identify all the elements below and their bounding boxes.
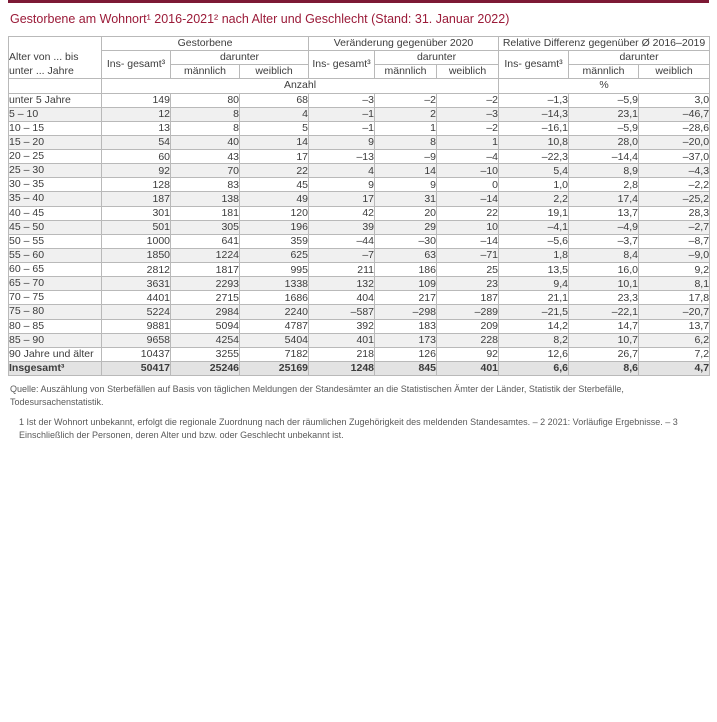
cell-female: 5404 [240, 333, 309, 347]
cell-total: 9881 [102, 319, 171, 333]
cell-change-total: –3 [309, 93, 375, 107]
cell-rel-female: 17,8 [639, 291, 710, 305]
cell-rel-male: 10,7 [569, 333, 639, 347]
cell-rel-total: 10,8 [499, 135, 569, 149]
cell-male: 40 [171, 135, 240, 149]
cell-rel-male: 23,3 [569, 291, 639, 305]
cell-rel-male: 26,7 [569, 347, 639, 361]
cell-change-total: 42 [309, 206, 375, 220]
cell-change-female: 22 [437, 206, 499, 220]
cell-change-total: 4 [309, 164, 375, 178]
table-row [9, 234, 710, 248]
footnotes [10, 383, 707, 442]
cell-change-male: 1 [375, 121, 437, 135]
header-group-veraenderung: Veränderung gegenüber 2020 [309, 37, 499, 51]
table-row [9, 305, 710, 319]
cell-change-female: 209 [437, 319, 499, 333]
cell-change-total: 218 [309, 347, 375, 361]
cell-male: 1224 [171, 248, 240, 262]
cell-rel-total: 2,2 [499, 192, 569, 206]
cell-total: 50417 [102, 361, 171, 375]
cell-change-total: 17 [309, 192, 375, 206]
table-row [9, 291, 710, 305]
cell-total: 501 [102, 220, 171, 234]
cell-change-total: –44 [309, 234, 375, 248]
cell-change-male: –9 [375, 150, 437, 164]
cell-male: 8 [171, 107, 240, 121]
cell-change-total: –1 [309, 121, 375, 135]
header-relativ-maennlich: männlich [569, 65, 639, 79]
cell-female: 4787 [240, 319, 309, 333]
cell-female: 49 [240, 192, 309, 206]
cell-change-male: –2 [375, 93, 437, 107]
cell-female: 1338 [240, 277, 309, 291]
cell-rel-total: 9,4 [499, 277, 569, 291]
header-veraenderung-maennlich: männlich [375, 65, 437, 79]
cell-change-female: –2 [437, 121, 499, 135]
table-row [9, 347, 710, 361]
cell-rel-total: 1,8 [499, 248, 569, 262]
cell-rel-total: –5,6 [499, 234, 569, 248]
row-label: 5 – 10 [9, 107, 102, 121]
header-row-units [9, 79, 710, 93]
cell-rel-female: –2,2 [639, 178, 710, 192]
row-label: 65 – 70 [9, 277, 102, 291]
cell-male: 8 [171, 121, 240, 135]
cell-total: 301 [102, 206, 171, 220]
header-gestorbene-weiblich: weiblich [240, 65, 309, 79]
cell-change-female: 23 [437, 277, 499, 291]
cell-rel-female: –46,7 [639, 107, 710, 121]
table-row [9, 206, 710, 220]
cell-change-female: –3 [437, 107, 499, 121]
cell-change-total: –7 [309, 248, 375, 262]
cell-total: 54 [102, 135, 171, 149]
table-row [9, 178, 710, 192]
cell-rel-total: 8,2 [499, 333, 569, 347]
cell-rel-male: –3,7 [569, 234, 639, 248]
cell-rel-male: –5,9 [569, 93, 639, 107]
cell-change-total: –13 [309, 150, 375, 164]
cell-rel-male: –5,9 [569, 121, 639, 135]
table-row [9, 164, 710, 178]
cell-female: 45 [240, 178, 309, 192]
cell-female: 196 [240, 220, 309, 234]
cell-rel-total: –14,3 [499, 107, 569, 121]
cell-female: 5 [240, 121, 309, 135]
cell-female: 17 [240, 150, 309, 164]
cell-female: 7182 [240, 347, 309, 361]
row-label: 30 – 35 [9, 178, 102, 192]
cell-male: 80 [171, 93, 240, 107]
cell-change-female: 0 [437, 178, 499, 192]
cell-rel-total: 12,6 [499, 347, 569, 361]
cell-change-male: 173 [375, 333, 437, 347]
cell-change-female: 1 [437, 135, 499, 149]
table-row [9, 277, 710, 291]
cell-rel-total: 14,2 [499, 319, 569, 333]
cell-total: 60 [102, 150, 171, 164]
cell-change-total: 401 [309, 333, 375, 347]
row-label: 60 – 65 [9, 263, 102, 277]
cell-male: 2984 [171, 305, 240, 319]
cell-male: 2293 [171, 277, 240, 291]
cell-female: 359 [240, 234, 309, 248]
cell-rel-total: 6,6 [499, 361, 569, 375]
cell-rel-male: 14,7 [569, 319, 639, 333]
cell-male: 181 [171, 206, 240, 220]
cell-total: 1850 [102, 248, 171, 262]
cell-female: 625 [240, 248, 309, 262]
header-veraenderung-weiblich: weiblich [437, 65, 499, 79]
cell-female: 995 [240, 263, 309, 277]
header-age-label: Alter von ... bis unter ... Jahre [9, 37, 102, 79]
cell-total: 149 [102, 93, 171, 107]
cell-rel-female: –20,7 [639, 305, 710, 319]
cell-rel-total: –16,1 [499, 121, 569, 135]
table-row [9, 135, 710, 149]
cell-rel-total: 5,4 [499, 164, 569, 178]
row-label-total: Insgesamt³ [9, 361, 102, 375]
cell-change-total: 9 [309, 135, 375, 149]
footnote-source: Quelle: Auszählung von Sterbefällen auf Basis von täglichen Meldungen der Standesämter an die Statistischen Ämter der Länder, Statistik der Sterbefälle, Todesursachenstatistik. [10, 384, 624, 408]
cell-rel-male: –14,4 [569, 150, 639, 164]
row-label: 45 – 50 [9, 220, 102, 234]
cell-female: 1686 [240, 291, 309, 305]
cell-change-female: –4 [437, 150, 499, 164]
cell-change-male: 8 [375, 135, 437, 149]
row-label: 55 – 60 [9, 248, 102, 262]
cell-rel-female: 28,3 [639, 206, 710, 220]
cell-change-male: 183 [375, 319, 437, 333]
cell-rel-total: –22,3 [499, 150, 569, 164]
cell-change-female: 25 [437, 263, 499, 277]
cell-change-female: 187 [437, 291, 499, 305]
cell-male: 5094 [171, 319, 240, 333]
cell-total: 92 [102, 164, 171, 178]
cell-rel-male: –4,9 [569, 220, 639, 234]
table-row [9, 121, 710, 135]
table-row-total [9, 361, 710, 375]
cell-rel-female: 6,2 [639, 333, 710, 347]
cell-change-total: –587 [309, 305, 375, 319]
row-label: 35 – 40 [9, 192, 102, 206]
row-label: 15 – 20 [9, 135, 102, 149]
cell-rel-male: 17,4 [569, 192, 639, 206]
table-row [9, 319, 710, 333]
cell-rel-total: 19,1 [499, 206, 569, 220]
row-label: 40 – 45 [9, 206, 102, 220]
table-row [9, 192, 710, 206]
cell-change-total: 9 [309, 178, 375, 192]
cell-rel-male: 23,1 [569, 107, 639, 121]
cell-change-female: 10 [437, 220, 499, 234]
row-label: 20 – 25 [9, 150, 102, 164]
row-label: 10 – 15 [9, 121, 102, 135]
cell-rel-total: 1,0 [499, 178, 569, 192]
cell-rel-total: –4,1 [499, 220, 569, 234]
cell-rel-female: –4,3 [639, 164, 710, 178]
cell-change-total: –1 [309, 107, 375, 121]
table-row [9, 150, 710, 164]
cell-total: 9658 [102, 333, 171, 347]
page-title: Gestorbene am Wohnort¹ 2016-2021² nach Alter und Geschlecht (Stand: 31. Januar 2022) [10, 12, 510, 26]
cell-change-total: 404 [309, 291, 375, 305]
cell-change-male: 31 [375, 192, 437, 206]
cell-rel-female: 13,7 [639, 319, 710, 333]
cell-male: 4254 [171, 333, 240, 347]
table-row [9, 248, 710, 262]
cell-rel-female: 9,2 [639, 263, 710, 277]
cell-total: 10437 [102, 347, 171, 361]
cell-rel-female: 7,2 [639, 347, 710, 361]
cell-male: 1817 [171, 263, 240, 277]
header-group-relative-differenz: Relative Differenz gegenüber Ø 2016–2019 [499, 37, 710, 51]
cell-change-total: 392 [309, 319, 375, 333]
cell-rel-male: 10,1 [569, 277, 639, 291]
row-label: 75 – 80 [9, 305, 102, 319]
cell-change-total: 132 [309, 277, 375, 291]
cell-change-female: –2 [437, 93, 499, 107]
cell-female: 2240 [240, 305, 309, 319]
cell-male: 25246 [171, 361, 240, 375]
cell-rel-male: –22,1 [569, 305, 639, 319]
cell-rel-male: 8,9 [569, 164, 639, 178]
cell-male: 3255 [171, 347, 240, 361]
header-veraenderung-insgesamt: Ins- gesamt³ [309, 51, 375, 79]
cell-rel-total: –21,5 [499, 305, 569, 319]
cell-rel-total: 21,1 [499, 291, 569, 305]
footnote-notes: 1 Ist der Wohnort unbekannt, erfolgt die regionale Zuordnung nach der räumlichen Zugehörigkeit des meldenden Standesamtes. – 2 2021: Vorläufige Ergebnisse. – 3 Einschließlich der Personen, deren Alter und bzw. oder Geschlecht unbekannt ist. [19, 417, 678, 441]
header-relativ-darunter: darunter [569, 51, 710, 65]
cell-male: 2715 [171, 291, 240, 305]
header-unit-anzahl: Anzahl [102, 79, 499, 93]
cell-change-female: 228 [437, 333, 499, 347]
cell-rel-male: 8,4 [569, 248, 639, 262]
cell-rel-female: –25,2 [639, 192, 710, 206]
cell-female: 4 [240, 107, 309, 121]
cell-rel-male: 8,6 [569, 361, 639, 375]
deaths-table [8, 36, 710, 376]
cell-male: 641 [171, 234, 240, 248]
header-gestorbene-maennlich: männlich [171, 65, 240, 79]
table-row [9, 220, 710, 234]
cell-change-female: –10 [437, 164, 499, 178]
table-head [9, 37, 710, 94]
cell-rel-male: 16,0 [569, 263, 639, 277]
table-row [9, 333, 710, 347]
cell-change-total: 39 [309, 220, 375, 234]
cell-female: 120 [240, 206, 309, 220]
header-row-groups [9, 37, 710, 51]
cell-total: 1000 [102, 234, 171, 248]
header-gestorbene-darunter: darunter [171, 51, 309, 65]
cell-female: 14 [240, 135, 309, 149]
cell-rel-total: 13,5 [499, 263, 569, 277]
header-veraenderung-darunter: darunter [375, 51, 499, 65]
cell-change-total: 1248 [309, 361, 375, 375]
cell-rel-female: –9,0 [639, 248, 710, 262]
cell-female: 25169 [240, 361, 309, 375]
table-row [9, 93, 710, 107]
cell-rel-female: –2,7 [639, 220, 710, 234]
cell-male: 305 [171, 220, 240, 234]
cell-total: 5224 [102, 305, 171, 319]
table-row [9, 263, 710, 277]
row-label: unter 5 Jahre [9, 93, 102, 107]
cell-rel-female: –8,7 [639, 234, 710, 248]
header-gestorbene-insgesamt: Ins- gesamt³ [102, 51, 171, 79]
cell-change-male: –30 [375, 234, 437, 248]
cell-change-male: 109 [375, 277, 437, 291]
cell-change-male: 2 [375, 107, 437, 121]
cell-change-total: 211 [309, 263, 375, 277]
cell-change-male: 126 [375, 347, 437, 361]
header-group-gestorbene: Gestorbene [102, 37, 309, 51]
row-label: 90 Jahre und älter [9, 347, 102, 361]
row-label: 50 – 55 [9, 234, 102, 248]
cell-rel-female: –28,6 [639, 121, 710, 135]
header-relativ-weiblich: weiblich [639, 65, 710, 79]
cell-total: 3631 [102, 277, 171, 291]
cell-change-female: –71 [437, 248, 499, 262]
header-unit-blank [9, 79, 102, 93]
cell-rel-female: 3,0 [639, 93, 710, 107]
header-row-sub1 [9, 51, 710, 65]
cell-change-male: 186 [375, 263, 437, 277]
cell-change-female: –14 [437, 234, 499, 248]
cell-change-male: 20 [375, 206, 437, 220]
cell-total: 13 [102, 121, 171, 135]
cell-rel-female: –20,0 [639, 135, 710, 149]
row-label: 25 – 30 [9, 164, 102, 178]
cell-rel-male: 2,8 [569, 178, 639, 192]
cell-total: 2812 [102, 263, 171, 277]
cell-change-male: 63 [375, 248, 437, 262]
cell-total: 12 [102, 107, 171, 121]
cell-rel-female: –37,0 [639, 150, 710, 164]
cell-male: 83 [171, 178, 240, 192]
cell-total: 128 [102, 178, 171, 192]
header-relativ-insgesamt: Ins- gesamt³ [499, 51, 569, 79]
cell-rel-female: 4,7 [639, 361, 710, 375]
cell-female: 22 [240, 164, 309, 178]
cell-change-male: –298 [375, 305, 437, 319]
row-label: 80 – 85 [9, 319, 102, 333]
row-label: 85 – 90 [9, 333, 102, 347]
cell-rel-total: –1,3 [499, 93, 569, 107]
cell-change-male: 217 [375, 291, 437, 305]
table-row [9, 107, 710, 121]
cell-total: 4401 [102, 291, 171, 305]
cell-change-male: 14 [375, 164, 437, 178]
cell-change-female: –14 [437, 192, 499, 206]
cell-rel-male: 13,7 [569, 206, 639, 220]
cell-total: 187 [102, 192, 171, 206]
cell-male: 70 [171, 164, 240, 178]
table-body [9, 93, 710, 376]
cell-change-female: 401 [437, 361, 499, 375]
header-unit-prozent: % [499, 79, 710, 93]
row-label: 70 – 75 [9, 291, 102, 305]
cell-change-male: 845 [375, 361, 437, 375]
cell-male: 43 [171, 150, 240, 164]
cell-change-male: 9 [375, 178, 437, 192]
cell-male: 138 [171, 192, 240, 206]
cell-change-female: –289 [437, 305, 499, 319]
cell-female: 68 [240, 93, 309, 107]
cell-change-female: 92 [437, 347, 499, 361]
cell-change-male: 29 [375, 220, 437, 234]
cell-rel-female: 8,1 [639, 277, 710, 291]
cell-rel-male: 28,0 [569, 135, 639, 149]
